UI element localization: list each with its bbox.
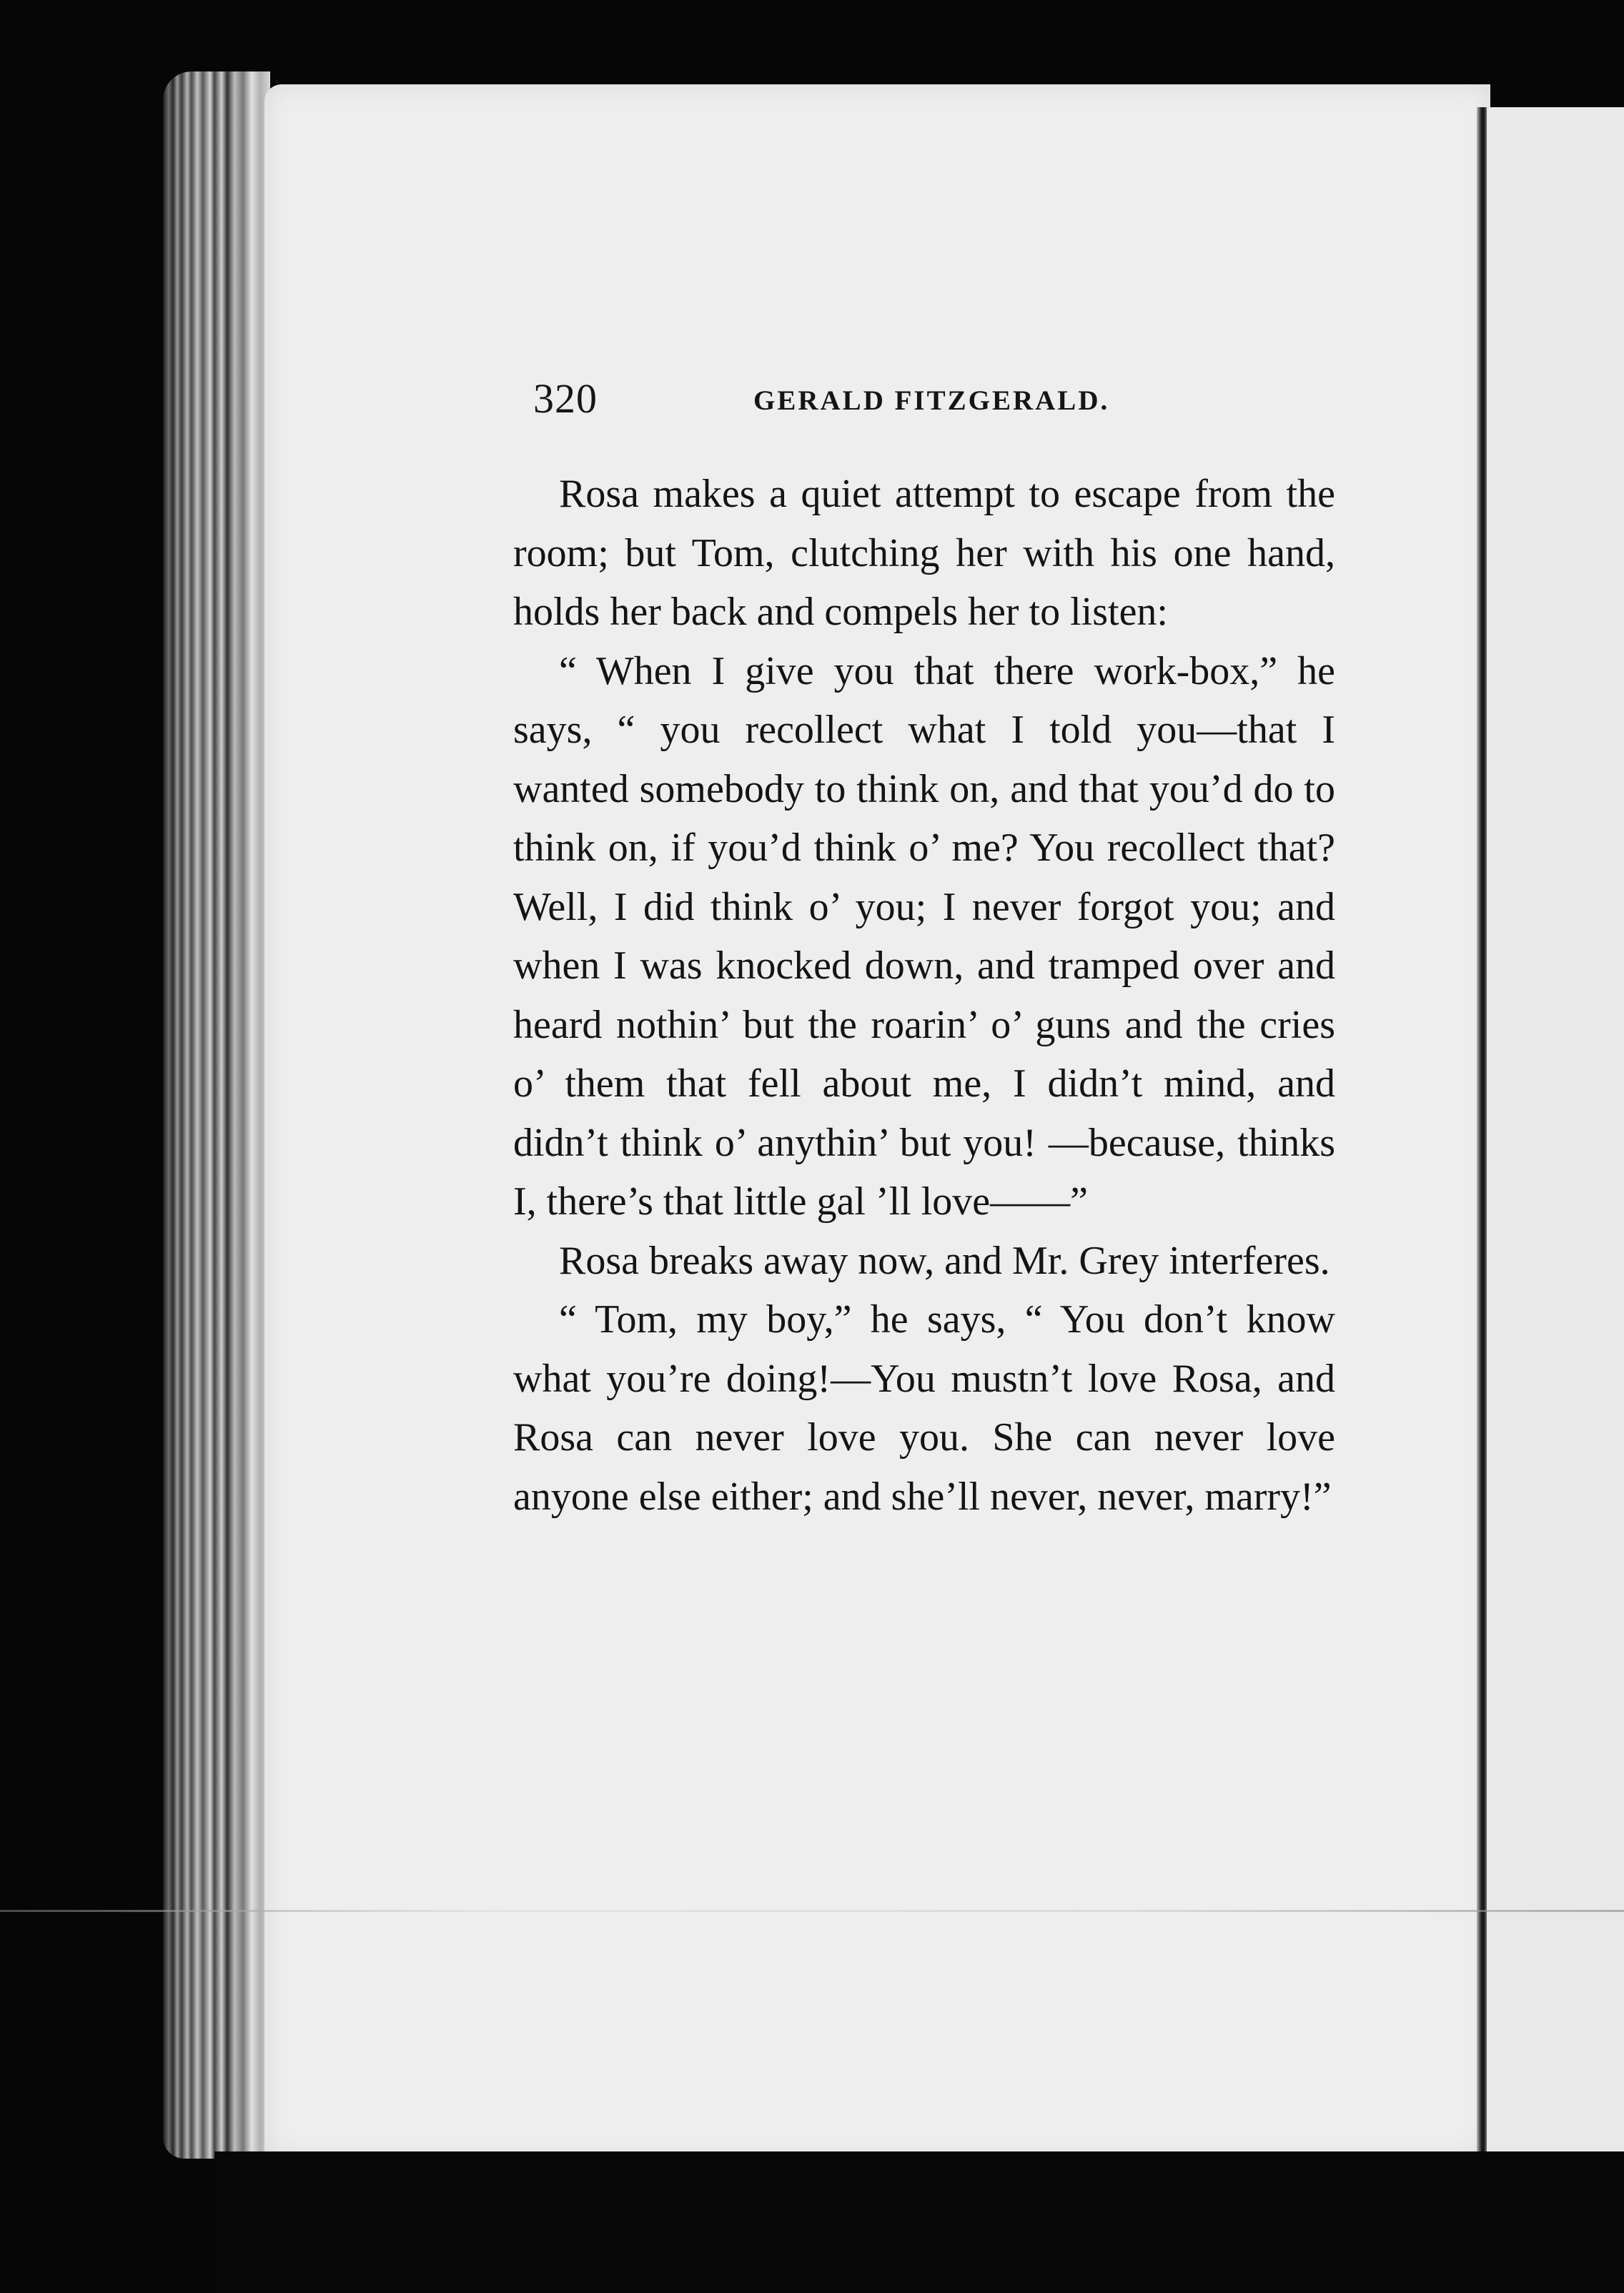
running-head [533,375,1348,425]
scan-artifact-line [0,1910,1624,1912]
facing-page-edge [1487,107,1624,2194]
body-text [513,465,1335,1526]
book-title: GERALD FITZGERALD. [753,385,1110,416]
paragraph-1: Rosa makes a quiet attempt to escape from the room; but Tom, clutching her with his one hand, holds her back and compels her to listen: [513,472,1335,634]
page-number: 320 [533,375,598,422]
scan-bottom-margin [214,2151,1624,2293]
paragraph-3: Rosa breaks away now, and Mr. Grey interferes. [559,1238,1330,1283]
paragraph-2: “ When I give you that there work-box,” he says, “ you recollect what I told you—that I wanted somebody to think on, and that you’d do to think on, if you’d think o’ me? You recollect that? Well, I did think o’ you; I never forgot you; and when I was knocked down, and tramped over and heard nothin’ but the roarin’ o’ guns and the cries o’ them that fell about me, I didn’t mind, and didn’t think o’ anythin’ but you! —because, thinks I, there’s that little gal ’ll love——” [513,648,1335,1224]
book-page-edges [163,71,270,2159]
paragraph-4: “ Tom, my boy,” he says, “ You don’t know what you’re doing!—You mustn’t love Rosa, and Rosa can never love you. She can never love anyone else either; and she’ll never, never, marry!” [513,1297,1335,1519]
